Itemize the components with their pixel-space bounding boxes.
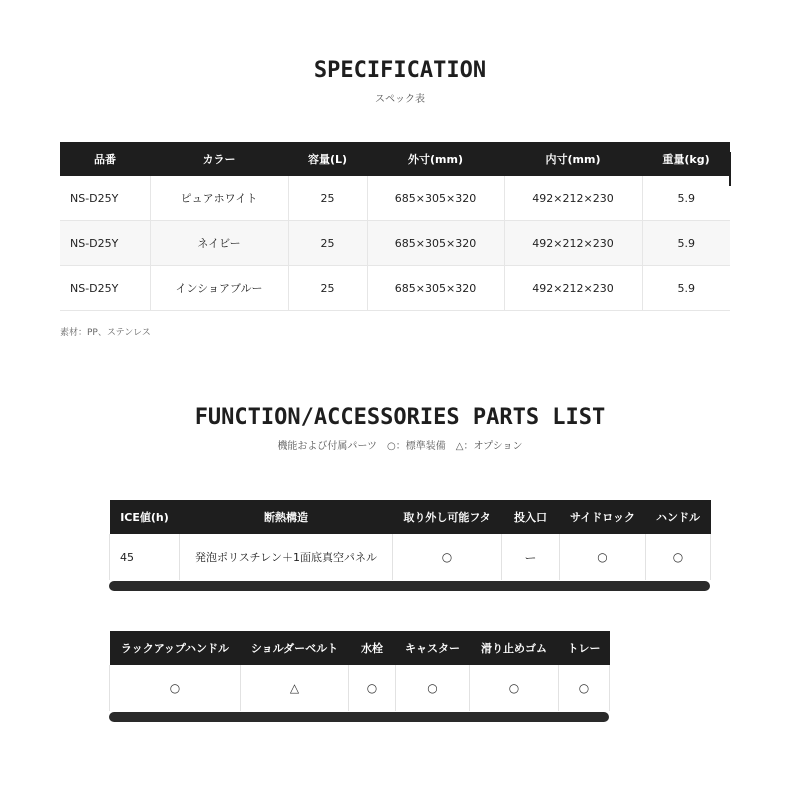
function-header-cell: 滑り止めゴム bbox=[470, 631, 559, 665]
function-cell: △ bbox=[241, 665, 349, 711]
spec-header-cell: 外寸(mm) bbox=[367, 142, 504, 176]
function-header-row bbox=[110, 500, 711, 534]
spec-cell: 685×305×320 bbox=[367, 176, 504, 221]
function-cell: ○ bbox=[646, 534, 711, 580]
function-table-1 bbox=[109, 500, 711, 580]
function-table-2 bbox=[109, 631, 610, 711]
spec-cell: 5.9 bbox=[642, 221, 730, 266]
function-header-cell: ハンドル bbox=[646, 500, 711, 534]
table-row bbox=[110, 665, 610, 711]
table-row bbox=[60, 221, 730, 266]
function-cell: ○ bbox=[560, 534, 646, 580]
function-cell: ○ bbox=[110, 665, 241, 711]
table-row bbox=[110, 534, 711, 580]
spec-cell: 492×212×230 bbox=[504, 176, 642, 221]
function-header-cell: ショルダーベルト bbox=[241, 631, 349, 665]
spec-cell: NS-D25Y bbox=[60, 176, 150, 221]
spec-cell: NS-D25Y bbox=[60, 221, 150, 266]
spec-header-cell: 品番 bbox=[60, 142, 150, 176]
function-section-title: FUNCTION/ACCESSORIES PARTS LIST bbox=[194, 405, 606, 430]
spec-header-row bbox=[60, 142, 730, 176]
spec-cell: 685×305×320 bbox=[367, 221, 504, 266]
spec-cell: 492×212×230 bbox=[504, 221, 642, 266]
spec-cell: 25 bbox=[288, 176, 367, 221]
function-header-cell: ICE値(h) bbox=[110, 500, 180, 534]
spec-section-title: SPECIFICATION bbox=[313, 58, 487, 83]
spec-cell: 25 bbox=[288, 266, 367, 311]
function-cell: 発泡ポリスチレン＋1面底真空パネル bbox=[180, 534, 393, 580]
spec-cell: 25 bbox=[288, 221, 367, 266]
spec-cell: ピュアホワイト bbox=[150, 176, 288, 221]
function-cell: ー bbox=[502, 534, 560, 580]
table-row bbox=[60, 266, 730, 311]
function-header-cell: 水栓 bbox=[349, 631, 396, 665]
function-header-cell: 取り外し可能フタ bbox=[393, 500, 502, 534]
spec-cell: 492×212×230 bbox=[504, 266, 642, 311]
function-cell: ○ bbox=[349, 665, 396, 711]
function-cell: ○ bbox=[559, 665, 610, 711]
function-section-subtitle: 機能および付属パーツ ○：標準装備 △：オプション bbox=[277, 441, 523, 452]
table-1-scrollbar[interactable] bbox=[109, 581, 710, 591]
function-cell: ○ bbox=[470, 665, 559, 711]
function-header-row bbox=[110, 631, 610, 665]
function-header-cell: 投入口 bbox=[502, 500, 560, 534]
function-header-cell: ラックアップハンドル bbox=[110, 631, 241, 665]
function-header-cell: サイドロック bbox=[560, 500, 646, 534]
spec-header-cell: カラー bbox=[150, 142, 288, 176]
spec-cell: インショアブルー bbox=[150, 266, 288, 311]
function-header-cell: 断熱構造 bbox=[180, 500, 393, 534]
spec-header-cell: 内寸(mm) bbox=[504, 142, 642, 176]
function-header-cell: トレー bbox=[559, 631, 610, 665]
spec-header-cell: 重量(kg) bbox=[642, 142, 730, 176]
spec-cell: NS-D25Y bbox=[60, 266, 150, 311]
function-cell: ○ bbox=[393, 534, 502, 580]
spec-cell: 5.9 bbox=[642, 176, 730, 221]
spec-table-edge bbox=[729, 152, 731, 186]
spec-cell: 685×305×320 bbox=[367, 266, 504, 311]
spec-cell: 5.9 bbox=[642, 266, 730, 311]
material-note: 素材：PP、ステンレス bbox=[60, 328, 151, 338]
table-row bbox=[60, 176, 730, 221]
function-header-cell: キャスター bbox=[396, 631, 470, 665]
table-2-scrollbar[interactable] bbox=[109, 712, 609, 722]
spec-table bbox=[60, 142, 730, 311]
spec-cell: ネイビー bbox=[150, 221, 288, 266]
spec-section-subtitle: スペック表 bbox=[375, 94, 425, 105]
function-cell: 45 bbox=[110, 534, 180, 580]
function-cell: ○ bbox=[396, 665, 470, 711]
spec-header-cell: 容量(L) bbox=[288, 142, 367, 176]
